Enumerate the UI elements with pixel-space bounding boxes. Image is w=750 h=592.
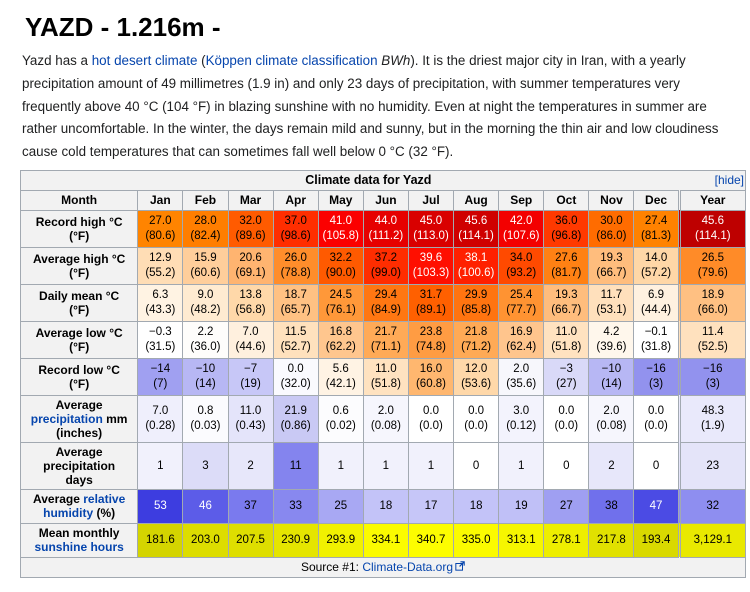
cell-jan: 7.0 (0.28) (138, 395, 183, 442)
row-label-text: (°F) (69, 228, 90, 243)
cell-dec: −16 (3) (634, 358, 679, 395)
cell-may: 16.8 (62.2) (318, 321, 363, 358)
hide-toggle-link[interactable]: [hide] (714, 173, 744, 188)
cell-may: 5.6 (42.1) (318, 358, 363, 395)
climate-table (20, 170, 746, 578)
table-row (21, 210, 746, 247)
table-row (21, 395, 746, 442)
climate-tbody (21, 210, 746, 557)
cell-secondary-value: (82.4) (190, 229, 221, 242)
cell-oct: 0.0 (0.0) (544, 395, 589, 442)
cell-jan: 181.6 (138, 523, 183, 557)
row-label-text: (°F) (69, 339, 90, 354)
row-label (21, 395, 138, 442)
cell-secondary-value: (0.0) (419, 419, 443, 432)
cell-jun: 18 (363, 489, 408, 523)
month-header-row (21, 190, 746, 210)
cell-jan: −14 (7) (138, 358, 183, 395)
cell-jan: 27.0 (80.6) (138, 210, 183, 247)
cell-secondary-value: (0.28) (145, 419, 176, 432)
cell-oct: 0 (544, 442, 589, 489)
cell-secondary-value: (14) (601, 377, 622, 390)
cell-dec: 27.4 (81.3) (634, 210, 679, 247)
month-header-jul: Jul (408, 190, 453, 210)
cell-sep: 16.9 (62.4) (499, 321, 544, 358)
cell-jul: 17 (408, 489, 453, 523)
source-cell (21, 557, 746, 577)
cell-secondary-value: (78.8) (280, 266, 311, 279)
cell-apr: 11 (273, 442, 318, 489)
cell-jan: 6.3 (43.3) (138, 284, 183, 321)
cell-secondary-value: (53.6) (461, 377, 492, 390)
cell-dec: 6.9 (44.4) (634, 284, 679, 321)
cell-jul: 1 (408, 442, 453, 489)
cell-sep: 2.0 (35.6) (499, 358, 544, 395)
cell-secondary-value: (52.5) (697, 340, 728, 353)
cell-secondary-value: (42.1) (325, 377, 356, 390)
cell-secondary-value: (81.3) (641, 229, 672, 242)
cell-secondary-value: (3) (649, 377, 664, 390)
cell-aug: 335.0 (454, 523, 499, 557)
cell-secondary-value: (57.2) (641, 266, 672, 279)
table-row (21, 523, 746, 557)
cell-mar: 2 (228, 442, 273, 489)
cell-apr: 11.5 (52.7) (273, 321, 318, 358)
table-title-row (21, 170, 746, 190)
cell-sep: 25.4 (77.7) (499, 284, 544, 321)
cell-mar: 32.0 (89.6) (228, 210, 273, 247)
row-label (21, 210, 138, 247)
table-row (21, 284, 746, 321)
month-header-sep: Sep (499, 190, 544, 210)
cell-secondary-value: (39.6) (596, 340, 627, 353)
cell-sep: 34.0 (93.2) (499, 247, 544, 284)
table-title: Climate data for Yazd (305, 173, 432, 188)
cell-jun: 2.0 (0.08) (363, 395, 408, 442)
row-label-link[interactable]: humidity (43, 506, 94, 521)
source-link[interactable]: Climate-Data.org (362, 560, 454, 575)
intro-text: Yazd has a (22, 53, 92, 68)
cell-aug: 45.6 (114.1) (454, 210, 499, 247)
cell-feb: 15.9 (60.6) (183, 247, 228, 284)
cell-oct: 11.0 (51.8) (544, 321, 589, 358)
cell-year: −16 (3) (679, 358, 745, 395)
cell-secondary-value: (52.7) (280, 340, 311, 353)
cell-secondary-value: (77.7) (506, 303, 537, 316)
row-label-text: Daily mean °C (39, 288, 120, 303)
cell-jun: 44.0 (111.2) (363, 210, 408, 247)
external-link-icon (455, 561, 465, 571)
cell-jul: 16.0 (60.8) (408, 358, 453, 395)
cell-secondary-value: (60.6) (190, 266, 221, 279)
cell-secondary-value: (114.1) (458, 229, 494, 242)
row-label-text: Record high °C (35, 214, 123, 229)
cell-apr: 230.9 (273, 523, 318, 557)
cell-jun: 11.0 (51.8) (363, 358, 408, 395)
month-header-apr: Apr (273, 190, 318, 210)
cell-mar: −7 (19) (228, 358, 273, 395)
row-label (21, 358, 138, 395)
row-label-link[interactable]: precipitation (30, 411, 103, 426)
cell-secondary-value: (0.0) (644, 419, 668, 432)
cell-dec: 0.0 (0.0) (634, 395, 679, 442)
cell-secondary-value: (35.6) (506, 377, 537, 390)
cell-nov: 19.3 (66.7) (589, 247, 634, 284)
cell-secondary-value: (0.86) (280, 419, 311, 432)
cell-sep: 42.0 (107.6) (499, 210, 544, 247)
row-label-text: (%) (93, 506, 116, 521)
cell-secondary-value: (19) (240, 377, 261, 390)
row-label-text: (°F) (69, 376, 90, 391)
cell-nov: 4.2 (39.6) (589, 321, 634, 358)
cell-aug: 29.9 (85.8) (454, 284, 499, 321)
cell-feb: 0.8 (0.03) (183, 395, 228, 442)
cell-secondary-value: (86.0) (596, 229, 627, 242)
cell-secondary-value: (1.9) (700, 419, 725, 432)
cell-dec: 14.0 (57.2) (634, 247, 679, 284)
cell-jun: 37.2 (99.0) (363, 247, 408, 284)
row-label-text: Average low °C (35, 325, 123, 340)
cell-secondary-value: (31.8) (641, 340, 672, 353)
cell-feb: −10 (14) (183, 358, 228, 395)
cell-sep: 3.0 (0.12) (499, 395, 544, 442)
row-label-link[interactable]: sunshine hours (34, 540, 124, 555)
cell-secondary-value: (32.0) (280, 377, 311, 390)
cell-jul: 340.7 (408, 523, 453, 557)
row-label-text: precipitation (43, 458, 116, 473)
cell-secondary-value: (89.6) (235, 229, 266, 242)
cell-jun: 29.4 (84.9) (363, 284, 408, 321)
cell-secondary-value: (71.1) (370, 340, 401, 353)
cell-secondary-value: (65.7) (280, 303, 311, 316)
cell-secondary-value: (80.6) (145, 229, 176, 242)
cell-year: 48.3 (1.9) (679, 395, 745, 442)
cell-secondary-value: (66.7) (596, 266, 627, 279)
cell-secondary-value: (36.0) (190, 340, 221, 353)
row-label-link[interactable]: relative (83, 492, 126, 507)
cell-secondary-value: (14) (195, 377, 216, 390)
cell-jun: 1 (363, 442, 408, 489)
cell-aug: 18 (454, 489, 499, 523)
cell-may: 32.2 (90.0) (318, 247, 363, 284)
cell-may: 25 (318, 489, 363, 523)
cell-may: 41.0 (105.8) (318, 210, 363, 247)
cell-year: 11.4 (52.5) (679, 321, 745, 358)
cell-aug: 21.8 (71.2) (454, 321, 499, 358)
cell-jan: 12.9 (55.2) (138, 247, 183, 284)
cell-secondary-value: (0.08) (370, 419, 401, 432)
cell-dec: 47 (634, 489, 679, 523)
cell-year: 45.6 (114.1) (679, 210, 745, 247)
cell-secondary-value: (79.6) (697, 266, 728, 279)
month-header-jun: Jun (363, 190, 408, 210)
month-header-dec: Dec (634, 190, 679, 210)
link-hot-desert-climate[interactable]: hot desert climate (91, 53, 198, 68)
cell-secondary-value: (0.0) (554, 419, 579, 432)
cell-secondary-value: (55.2) (145, 266, 176, 279)
month-header-label: Month (21, 190, 138, 210)
cell-aug: 12.0 (53.6) (454, 358, 499, 395)
cell-year: 32 (679, 489, 745, 523)
cell-secondary-value: (0.08) (596, 419, 627, 432)
cell-secondary-value: (0.02) (325, 419, 356, 432)
intro-text: ( (197, 53, 206, 68)
cell-apr: 26.0 (78.8) (273, 247, 318, 284)
cell-secondary-value: (7) (153, 377, 168, 390)
cell-sep: 313.1 (499, 523, 544, 557)
cell-secondary-value: (85.8) (461, 303, 492, 316)
source-row (21, 557, 746, 577)
cell-aug: 0 (454, 442, 499, 489)
row-label-text: Record low °C (38, 362, 120, 377)
cell-secondary-value: (60.8) (415, 377, 447, 390)
row-label-text: days (65, 472, 93, 487)
cell-secondary-value: (93.2) (506, 266, 537, 279)
cell-secondary-value: (105.8) (322, 229, 359, 242)
cell-may: 293.9 (318, 523, 363, 557)
cell-secondary-value: (3) (705, 377, 720, 390)
cell-aug: 0.0 (0.0) (454, 395, 499, 442)
cell-oct: 278.1 (544, 523, 589, 557)
cell-nov: 2.0 (0.08) (589, 395, 634, 442)
cell-apr: 33 (273, 489, 318, 523)
row-label-text: Average (33, 492, 84, 507)
cell-secondary-value: (113.0) (413, 229, 449, 242)
month-header-jan: Jan (138, 190, 183, 210)
row-label (21, 321, 138, 358)
cell-mar: 207.5 (228, 523, 273, 557)
cell-secondary-value: (31.5) (145, 340, 176, 353)
source-prefix: Source #1: (300, 560, 363, 575)
table-row (21, 442, 746, 489)
cell-secondary-value: (0.0) (464, 419, 488, 432)
cell-year: 23 (679, 442, 745, 489)
cell-sep: 1 (499, 442, 544, 489)
cell-feb: 46 (183, 489, 228, 523)
cell-dec: 0 (634, 442, 679, 489)
row-label (21, 284, 138, 321)
intro-text: ). It is the driest major city in Iran, with a yearly precipitation amount of 49 millimetres (1.9 in) and only 23 days of precipitation, with summer temperatures very frequently above 40 °C (104 °F) in blazing sunshine with no humidity. Even at night the temperatures in summer are rather uncomfortable. In the winter, the days remain mild and sunny, but in the morning the thin air and low cloudiness cause cold temperatures that can sometimes fall well below 0 °C (32 °F). (22, 53, 719, 160)
cell-jul: 23.8 (74.8) (408, 321, 453, 358)
row-label-text: Average high °C (32, 251, 126, 266)
cell-feb: 28.0 (82.4) (183, 210, 228, 247)
intro-bwh-abbrev: BWh (381, 53, 411, 68)
cell-secondary-value: (51.8) (551, 340, 582, 353)
cell-may: 1 (318, 442, 363, 489)
cell-secondary-value: (84.9) (370, 303, 401, 316)
cell-apr: 18.7 (65.7) (273, 284, 318, 321)
cell-dec: 193.4 (634, 523, 679, 557)
cell-secondary-value: (76.1) (325, 303, 356, 316)
cell-secondary-value: (0.12) (506, 419, 537, 432)
cell-apr: 21.9 (0.86) (273, 395, 318, 442)
cell-nov: 11.7 (53.1) (589, 284, 634, 321)
row-label (21, 247, 138, 284)
cell-mar: 20.6 (69.1) (228, 247, 273, 284)
cell-secondary-value: (48.2) (190, 303, 221, 316)
cell-year: 26.5 (79.6) (679, 247, 745, 284)
cell-dec: −0.1 (31.8) (634, 321, 679, 358)
cell-oct: −3 (27) (544, 358, 589, 395)
table-row (21, 358, 746, 395)
cell-feb: 9.0 (48.2) (183, 284, 228, 321)
cell-secondary-value: (43.3) (145, 303, 176, 316)
cell-mar: 13.8 (56.8) (228, 284, 273, 321)
cell-secondary-value: (53.1) (596, 303, 627, 316)
cell-secondary-value: (99.0) (370, 266, 401, 279)
month-header-mar: Mar (228, 190, 273, 210)
cell-secondary-value: (90.0) (325, 266, 356, 279)
cell-mar: 7.0 (44.6) (228, 321, 273, 358)
cell-secondary-value: (103.3) (412, 266, 450, 279)
page-title: YAZD - 1.216m - (25, 12, 221, 42)
cell-mar: 37 (228, 489, 273, 523)
cell-secondary-value: (0.43) (235, 419, 266, 432)
link-koppen-climate-classification[interactable]: Köppen climate classification (205, 53, 378, 68)
cell-may: 0.6 (0.02) (318, 395, 363, 442)
cell-oct: 19.3 (66.7) (544, 284, 589, 321)
cell-jun: 21.7 (71.1) (363, 321, 408, 358)
cell-aug: 38.1 (100.6) (454, 247, 499, 284)
table-row (21, 321, 746, 358)
cell-secondary-value: (98.6) (280, 229, 311, 242)
cell-secondary-value: (27) (556, 377, 577, 390)
cell-year: 18.9 (66.0) (679, 284, 745, 321)
cell-feb: 203.0 (183, 523, 228, 557)
cell-nov: 38 (589, 489, 634, 523)
cell-nov: 2 (589, 442, 634, 489)
cell-jul: 45.0 (113.0) (408, 210, 453, 247)
cell-apr: 37.0 (98.6) (273, 210, 318, 247)
cell-sep: 19 (499, 489, 544, 523)
month-header-nov: Nov (589, 190, 634, 210)
cell-year: 3,129.1 (679, 523, 745, 557)
row-label-text: (°F) (69, 265, 90, 280)
cell-secondary-value: (107.6) (502, 229, 540, 242)
cell-secondary-value: (66.7) (551, 303, 582, 316)
table-row (21, 489, 746, 523)
cell-jul: 31.7 (89.1) (408, 284, 453, 321)
month-header-oct: Oct (544, 190, 589, 210)
row-label (21, 523, 138, 557)
cell-secondary-value: (74.8) (415, 340, 447, 353)
row-label-text: (°F) (69, 302, 90, 317)
cell-secondary-value: (66.0) (697, 303, 728, 316)
cell-secondary-value: (114.1) (695, 229, 731, 242)
cell-secondary-value: (62.2) (325, 340, 356, 353)
cell-secondary-value: (96.8) (551, 229, 582, 242)
row-label-text: mm (102, 411, 128, 426)
table-row (21, 247, 746, 284)
cell-secondary-value: (111.2) (368, 229, 404, 242)
cell-feb: 3 (183, 442, 228, 489)
row-label-text: Mean monthly (38, 526, 120, 541)
row-label (21, 442, 138, 489)
month-header-aug: Aug (454, 190, 499, 210)
cell-secondary-value: (0.03) (190, 419, 221, 432)
table-title-cell (21, 170, 746, 190)
cell-jul: 0.0 (0.0) (408, 395, 453, 442)
cell-secondary-value: (44.4) (641, 303, 672, 316)
cell-jul: 39.6 (103.3) (408, 247, 453, 284)
month-header-may: May (318, 190, 363, 210)
cell-jan: 1 (138, 442, 183, 489)
row-label-text: Average (55, 397, 103, 412)
cell-secondary-value: (89.1) (415, 303, 447, 316)
cell-mar: 11.0 (0.43) (228, 395, 273, 442)
cell-oct: 27.6 (81.7) (544, 247, 589, 284)
cell-secondary-value: (71.2) (461, 340, 492, 353)
intro-paragraph (22, 50, 736, 164)
row-label-text: Average (55, 444, 103, 459)
cell-oct: 27 (544, 489, 589, 523)
cell-nov: 30.0 (86.0) (589, 210, 634, 247)
cell-secondary-value: (62.4) (506, 340, 537, 353)
cell-jan: −0.3 (31.5) (138, 321, 183, 358)
cell-secondary-value: (69.1) (235, 266, 266, 279)
month-header-year: Year (679, 190, 745, 210)
cell-nov: 217.8 (589, 523, 634, 557)
cell-secondary-value: (56.8) (235, 303, 266, 316)
month-header-feb: Feb (183, 190, 228, 210)
cell-secondary-value: (100.6) (457, 266, 495, 279)
cell-nov: −10 (14) (589, 358, 634, 395)
cell-feb: 2.2 (36.0) (183, 321, 228, 358)
cell-oct: 36.0 (96.8) (544, 210, 589, 247)
cell-secondary-value: (51.8) (370, 377, 401, 390)
cell-apr: 0.0 (32.0) (273, 358, 318, 395)
row-label-text: (inches) (56, 425, 103, 440)
cell-jun: 334.1 (363, 523, 408, 557)
row-label (21, 489, 138, 523)
cell-may: 24.5 (76.1) (318, 284, 363, 321)
cell-secondary-value: (44.6) (235, 340, 266, 353)
cell-secondary-value: (81.7) (551, 266, 582, 279)
cell-jan: 53 (138, 489, 183, 523)
